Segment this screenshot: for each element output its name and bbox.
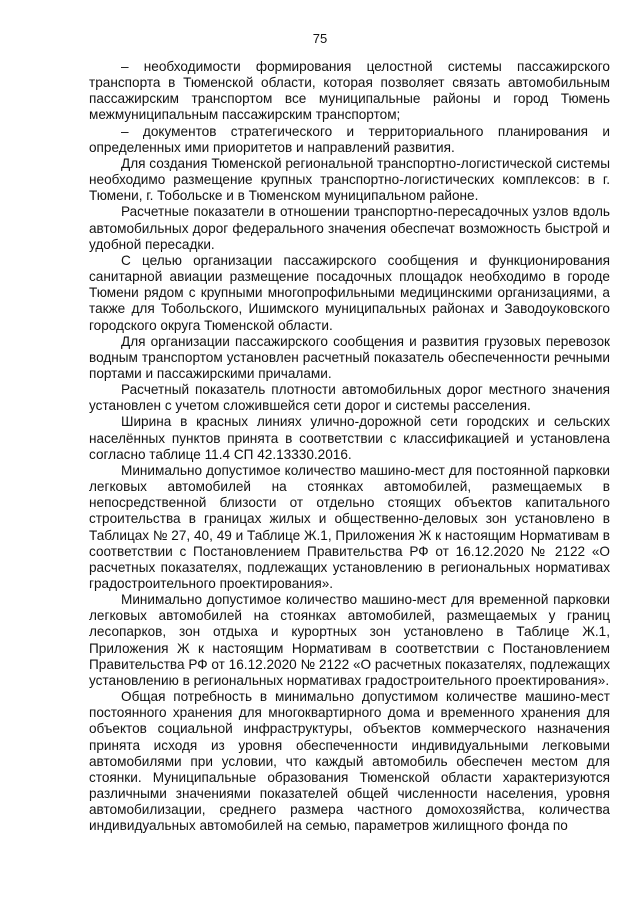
paragraph-sanitary-aviation: С целью организации пассажирского сообщения и функционирования санитарной авиации размещение посадочных площадок необходимо в городе Тюмени рядом с крупными многопрофильными медицинскими организациями, а также для Тобольского, Ишимского муниципальных районах и Заводоуковского городского округа Тюменской области. bbox=[89, 252, 610, 333]
paragraph-logistics-system: Для создания Тюменской региональной транспортно-логистической системы необходимо размещение крупных транспортно-логистических комплексов: в г. Тюмени, г. Тобольске и в Тюменском муниципальном районе. bbox=[89, 155, 610, 204]
paragraph-transfer-hubs: Расчетные показатели в отношении транспортно-пересадочных узлов вдоль автомобильных дорог федерального значения обеспечат возможность быстрой и удобной пересадки. bbox=[89, 204, 610, 252]
document-body bbox=[89, 59, 610, 835]
page-number: 75 bbox=[312, 31, 328, 46]
paragraph-road-density: Расчетный показатель плотности автомобильных дорог местного значения установлен с учетом сложившейся сети дорог и системы расселения. bbox=[89, 382, 610, 414]
paragraph-parking-demand: Общая потребность в минимально допустимом количестве машино-мест постоянного хранения для многоквартирного дома и временного хранения для объектов социальной инфраструктуры, объектов коммерческого назначения принята исходя из уровня обеспеченности индивидуальными легковыми автомобилями при условии, что каждый автомобиль обеспечен местом для стоянки. Муниципальные образования Тюменской области характеризуются различными значениями показателей общей численности населения, уровня автомобилизации, среднего размера частного домохозяйства, количества индивидуальных автомобилей на семью, параметров жилищного фонда по bbox=[89, 689, 610, 834]
paragraph-permanent-parking: Минимально допустимое количество машино-мест для постоянной парковки легковых автомобилей на стоянках автомобилей, размещаемых в непосредственной близости от отдельно стоящих объектов капитального строительства в границах жилых и общественно-деловых зон установлено в Таблицах № 27, 40, 49 и Таблице Ж.1, Приложения Ж к настоящим Нормативам в соответствии с Постановлением Правительства РФ от 16.12.2020 № 2122 «О расчетных показателях, подлежащих установлению в региональных нормативах градостроительного проектирования». bbox=[89, 462, 610, 591]
paragraph-temporary-parking: Минимально допустимое количество машино-мест для временной парковки легковых автомобилей на стоянках автомобилей, размещаемых у границ лесопарков, зон отдыха и курортных зон установлено в Таблице Ж.1, Приложения Ж к настоящим Нормативам в соответствии с Постановлением Правительства РФ от 16.12.2020 № 2122 «О расчетных показателях, подлежащих установлению в региональных нормативах градостроительного проектирования». bbox=[89, 592, 610, 688]
paragraph-planning-documents: – документов стратегического и территориального планирования и определенных ими приоритетов и направлений развития. bbox=[89, 123, 610, 155]
paragraph-water-transport: Для организации пассажирского сообщения и развития грузовых перевозок водным транспортом установлен расчетный показатель обеспеченности речными портами и пассажирскими причалами. bbox=[89, 333, 610, 381]
paragraph-street-width: Ширина в красных линиях улично-дорожной сети городских и сельских населённых пунктов принята в соответствии с классификацией и установлена согласно таблице 11.4 СП 42.13330.2016. bbox=[89, 414, 610, 462]
paragraph-passenger-transport: – необходимости формирования целостной системы пассажирского транспорта в Тюменской области, которая позволяет связать автомобильным пассажирским транспортом все муниципальные районы и город Тюмень межмуниципальным пассажирским транспортом; bbox=[89, 59, 610, 123]
